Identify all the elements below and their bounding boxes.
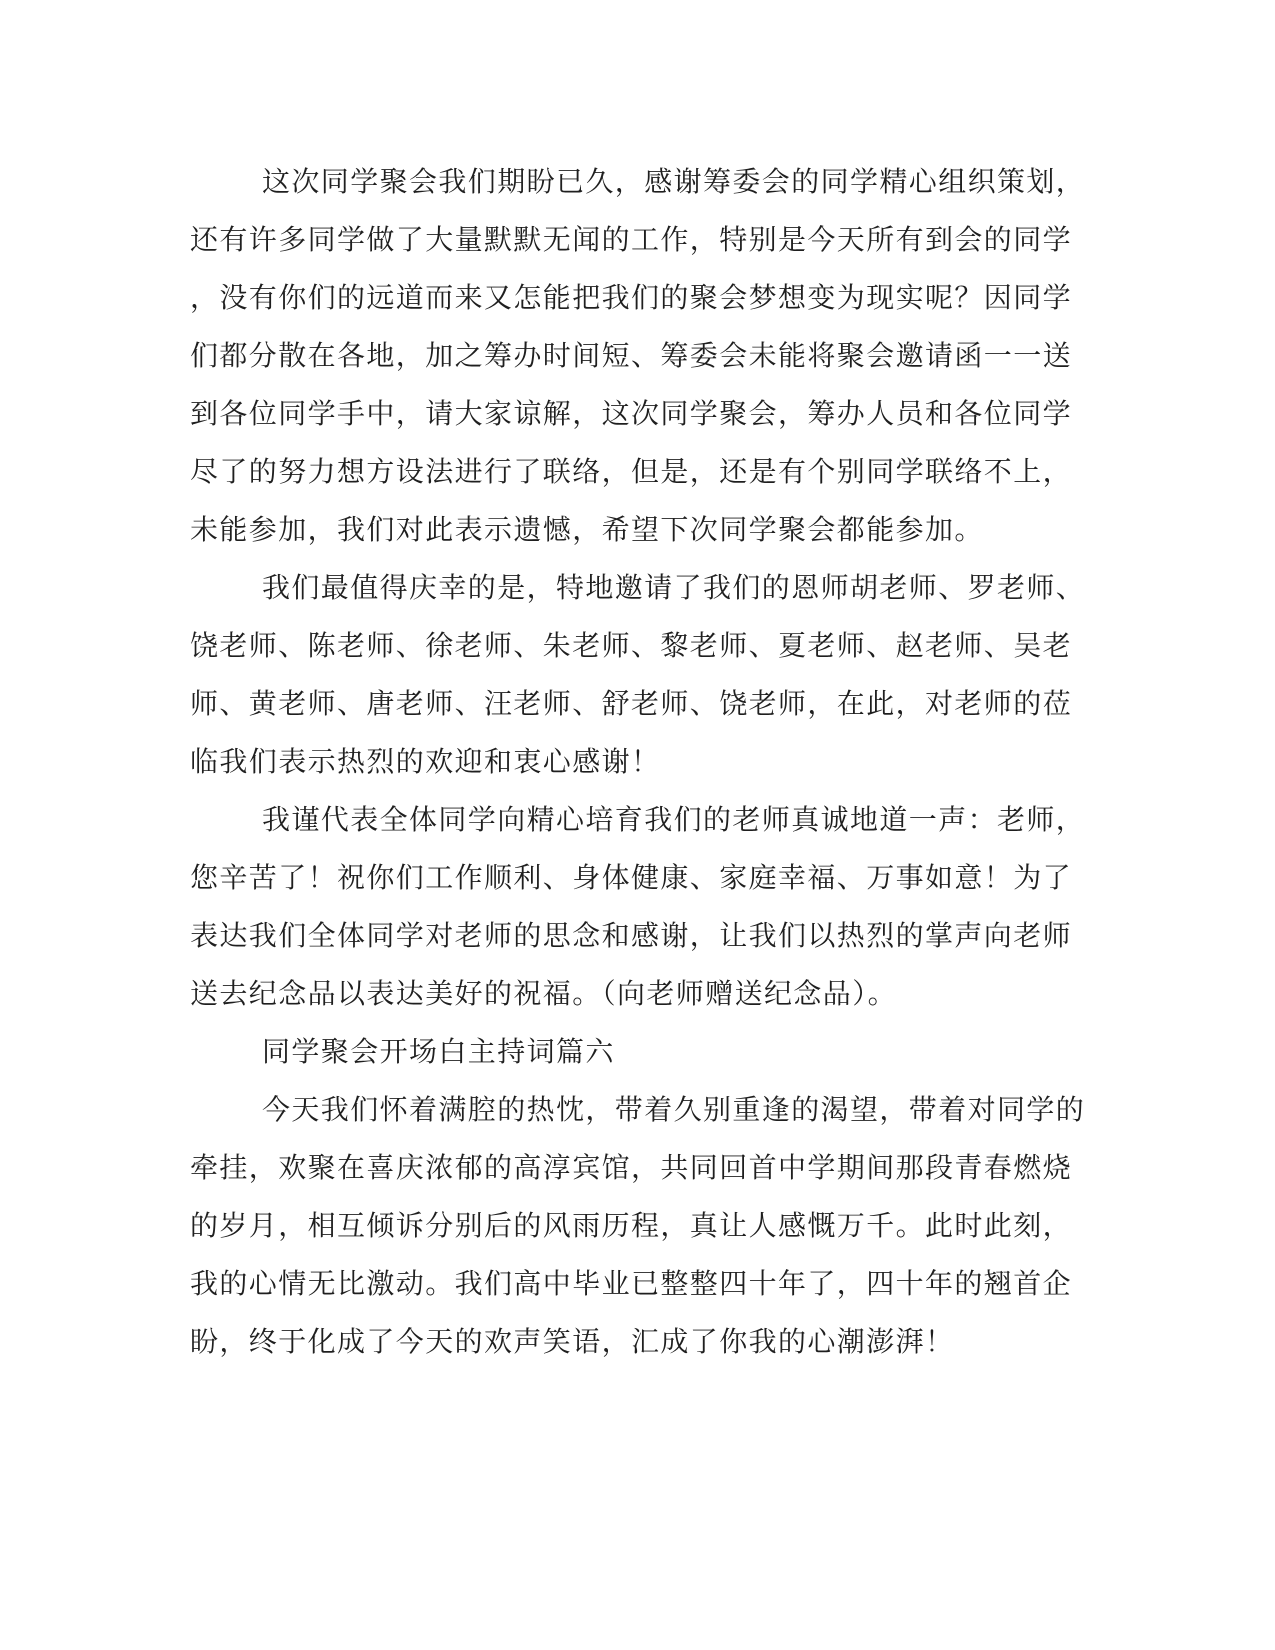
text-line: 我的心情无比激动。我们高中毕业已整整四十年了，四十年的翘首企 (190, 1267, 1073, 1300)
text-line: 还有许多同学做了大量默默无闻的工作，特别是今天所有到会的同学 (190, 223, 1073, 256)
text-line: 表达我们全体同学对老师的思念和感谢，让我们以热烈的掌声向老师 (190, 919, 1073, 952)
text-line: 未能参加，我们对此表示遗憾，希望下次同学聚会都能参加。 (190, 513, 984, 546)
text-line: 到各位同学手中，请大家谅解，这次同学聚会，筹办人员和各位同学 (190, 397, 1073, 430)
text-line: 送去纪念品以表达美好的祝福。（向老师赠送纪念品）。 (190, 977, 898, 1010)
text-line: 盼，终于化成了今天的欢声笑语，汇成了你我的心潮澎湃！ (190, 1325, 955, 1358)
section-heading: 同学聚会开场白主持词篇六 (262, 1035, 615, 1068)
text-line: 今天我们怀着满腔的热忱，带着久别重逢的渴望，带着对同学的 (262, 1093, 1086, 1126)
text-line: 师、黄老师、唐老师、汪老师、舒老师、饶老师，在此，对老师的莅 (190, 687, 1073, 720)
text-line: 这次同学聚会我们期盼已久，感谢筹委会的同学精心组织策划， (262, 165, 1086, 198)
text-line: 您辛苦了！祝你们工作顺利、身体健康、家庭幸福、万事如意！为了 (190, 861, 1073, 894)
text-line: 们都分散在各地，加之筹办时间短、筹委会未能将聚会邀请函一一送 (190, 339, 1073, 372)
text-line: 我谨代表全体同学向精心培育我们的老师真诚地道一声：老师， (262, 803, 1086, 836)
text-line: 我们最值得庆幸的是，特地邀请了我们的恩师胡老师、罗老师、 (262, 571, 1086, 604)
text-line: 临我们表示热烈的欢迎和衷心感谢！ (190, 745, 661, 778)
text-line: ，没有你们的远道而来又怎能把我们的聚会梦想变为现实呢？因同学 (190, 281, 1073, 314)
text-line: 饶老师、陈老师、徐老师、朱老师、黎老师、夏老师、赵老师、吴老 (190, 629, 1073, 662)
text-line: 牵挂，欢聚在喜庆浓郁的高淳宾馆，共同回首中学期间那段青春燃烧 (190, 1151, 1073, 1184)
text-line: 的岁月，相互倾诉分别后的风雨历程，真让人感慨万千。此时此刻， (190, 1209, 1073, 1242)
text-line: 尽了的努力想方设法进行了联络，但是，还是有个别同学联络不上， (190, 455, 1073, 488)
